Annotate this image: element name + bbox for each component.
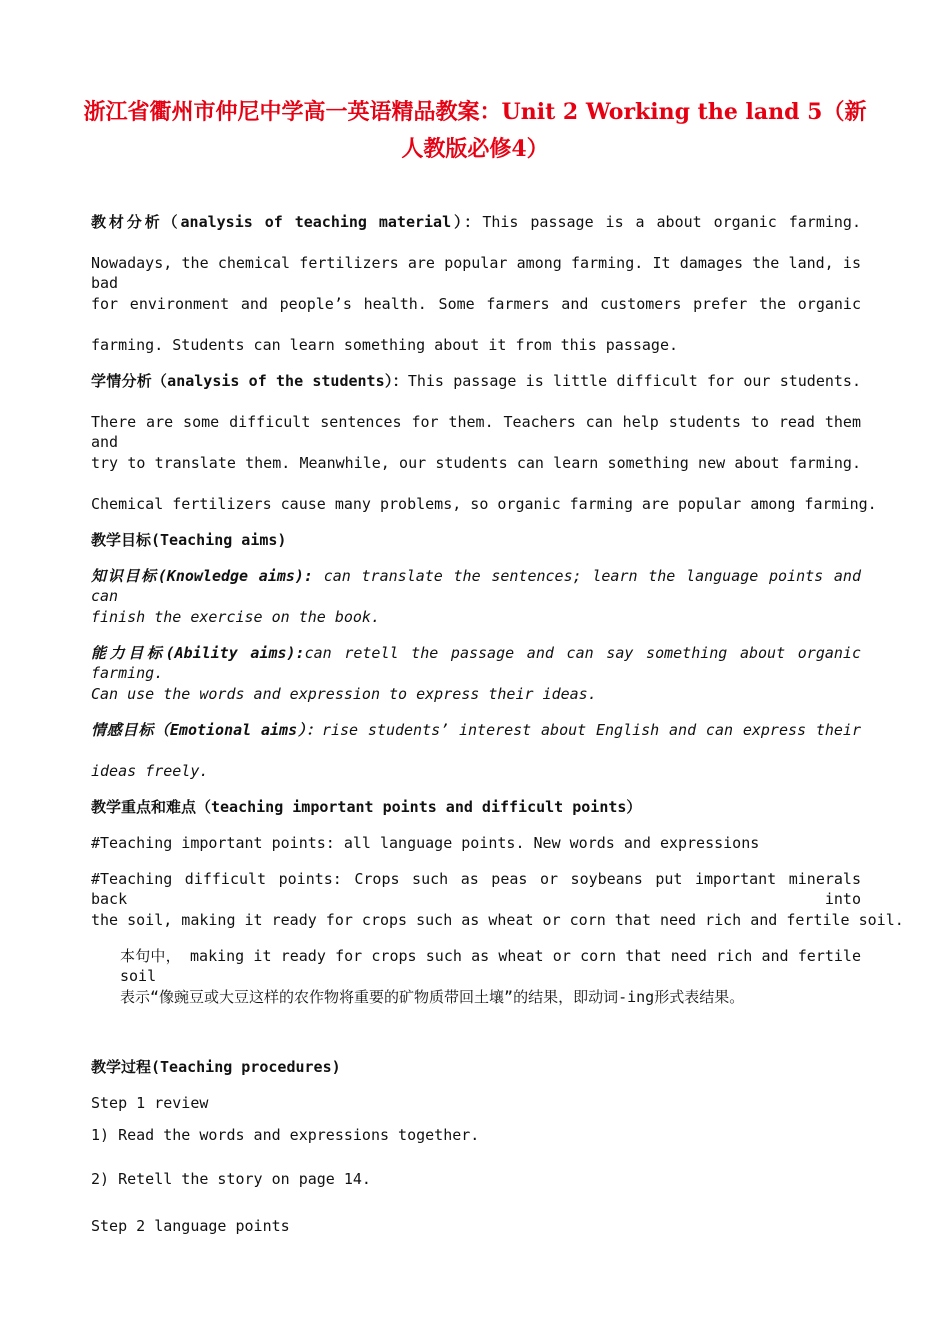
key-points-heading: 教学重点和难点（teaching important points and difficult points） <box>91 798 642 816</box>
teaching-aims-heading: 教学目标(Teaching aims) <box>91 531 287 549</box>
ability-aims-label: 能力目标(Ability aims): <box>91 644 305 662</box>
important-points-line: #Teaching important points: all language points. New words and expressions <box>91 834 760 852</box>
paragraph-line: ideas freely. <box>91 762 209 780</box>
paragraph-line: Can use the words and expression to express their ideas. <box>91 685 597 703</box>
document-title-line-1: 浙江省衢州市仲尼中学高一英语精品教案：Unit 2 Working the land 5（新 <box>83 99 867 125</box>
step-1-item-1: 1) Read the words and expressions together. <box>91 1126 480 1144</box>
paragraph-line: for environment and people’s health. Some farmers and customers prefer the organic <box>91 295 861 313</box>
ability-aims-line-1 <box>91 643 861 683</box>
knowledge-aims-label: 知识目标(Knowledge aims): <box>91 567 313 585</box>
document-title-line-2: 人教版必修4） <box>401 136 549 162</box>
student-analysis-text: This passage is little difficult for our students. <box>407 372 861 390</box>
paragraph-line: finish the exercise on the book. <box>91 608 380 626</box>
paragraph-line: Chemical fertilizers cause many problems, so organic farming are popular among farming. <box>91 495 877 513</box>
note-line-1: 本句中， making it ready for crops such as wheat or corn that need rich and fertile soil <box>120 947 861 985</box>
paragraph-line: There are some difficult sentences for them. Teachers can help students to read them and <box>91 413 861 451</box>
material-analysis-text: This passage is a about organic farming. <box>482 213 861 231</box>
material-analysis-heading: 教材分析（analysis of teaching material）： <box>91 213 483 231</box>
note-line-2: 表示“像豌豆或大豆这样的农作物将重要的矿物质带回土壤”的结果，即动词-ing形式表结果。 <box>120 988 745 1006</box>
knowledge-aims-line-1 <box>91 566 861 606</box>
paragraph-line: try to translate them. Meanwhile, our students can learn something new about farming. <box>91 454 861 472</box>
step-2-heading: Step 2 language points <box>91 1217 290 1235</box>
difficult-points-line-1: #Teaching difficult points: Crops such as peas or soybeans put important minerals back into <box>91 870 861 908</box>
step-1-item-2: 2) Retell the story on page 14. <box>91 1170 371 1188</box>
paragraph-line: Nowadays, the chemical fertilizers are popular among farming. It damages the land, is bad <box>91 254 861 292</box>
paragraph-line: farming. Students can learn something about it from this passage. <box>91 336 678 354</box>
emotional-aims-text: rise students’ interest about English and can express their <box>321 721 861 739</box>
difficult-points-line-2: the soil, making it ready for crops such as wheat or corn that need rich and fertile soil. <box>91 911 904 929</box>
ability-aims-text: can retell the passage and can say something about organic farming. <box>91 644 861 682</box>
knowledge-aims-text: can translate the sentences; learn the language points and can <box>91 567 861 605</box>
step-1-heading: Step 1 review <box>91 1094 209 1112</box>
student-analysis-line-1 <box>91 371 861 391</box>
procedures-heading: 教学过程(Teaching procedures) <box>91 1058 341 1076</box>
emotional-aims-label: 情感目标（Emotional aims）： <box>91 721 322 739</box>
emotional-aims-line-1 <box>91 720 861 740</box>
material-analysis-line-1 <box>91 212 861 232</box>
student-analysis-heading: 学情分析（analysis of the students）： <box>91 372 408 390</box>
